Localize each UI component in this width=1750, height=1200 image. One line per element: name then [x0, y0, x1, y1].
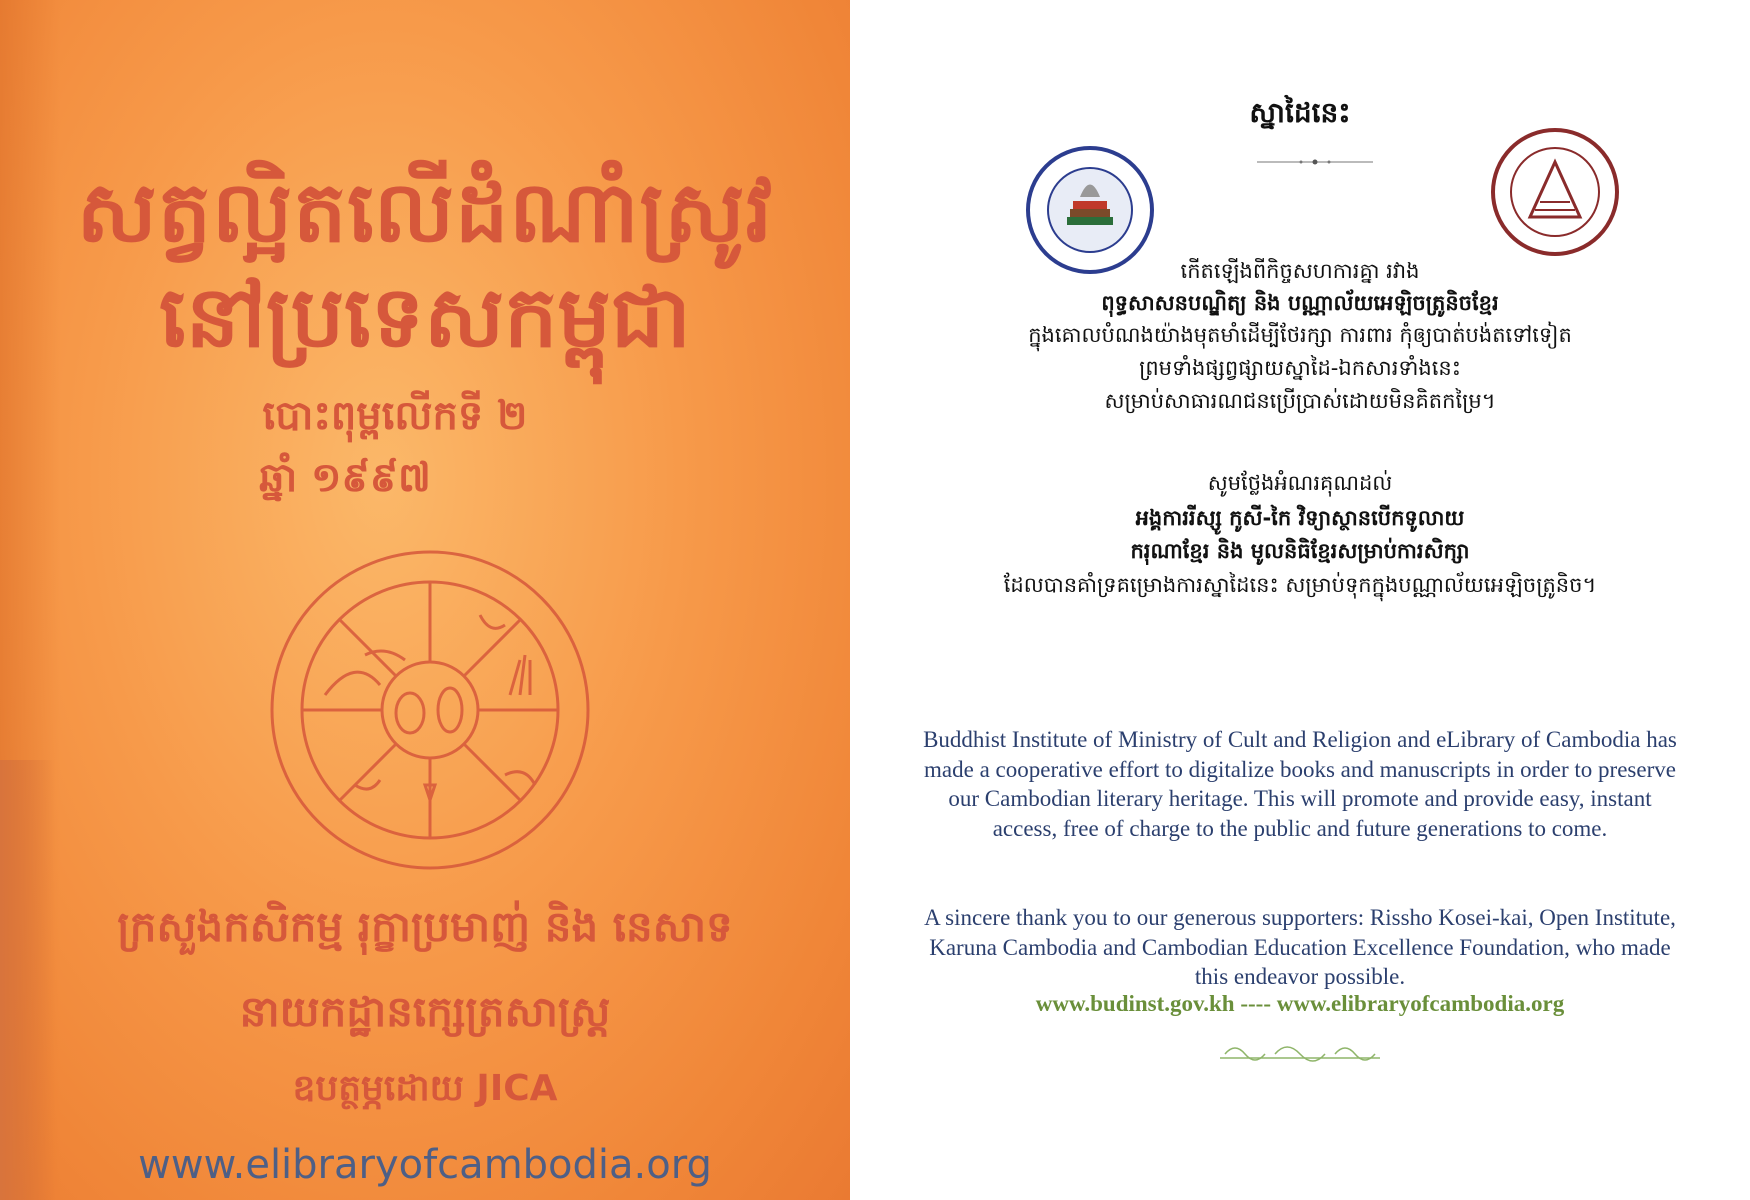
thanks-line-3: ករុណាខ្មែរ និង មូលនិធិខ្មែរសម្រាប់ការសិក្សា	[1130, 539, 1470, 563]
footer-ornament-icon	[1220, 1040, 1380, 1062]
intro-line-1: កើតឡើងពីកិច្ចសហការគ្នា រវាង	[1180, 259, 1420, 283]
book-cover	[0, 0, 850, 1200]
thanks-line-1: សូមថ្លែងអំណរគុណដល់	[1207, 471, 1393, 495]
english-paragraph-2: A sincere thank you to our generous supporters: Rissho Kosei-kai, Open Institute, Karuna Cambodia and Cambodian Education Excellence Foundation, who made this endeavor possible.	[924, 905, 1676, 989]
thanks-line-2: អង្គការរីស្សូ កូសី-កៃ វិទ្យាស្ថានបើកទូលាយ	[1135, 506, 1465, 530]
cover-edition: បោះពុម្ពលើកទី ២	[262, 393, 528, 439]
intro-line-2: ពុទ្ធសាសនបណ្ឌិត្យ និង បណ្ណាល័យអេឡិចត្រូនិចខ្មែរ	[1101, 291, 1499, 315]
website-links[interactable]: www.budinst.gov.kh ---- www.elibraryofcambodia.org	[1035, 991, 1565, 1016]
thanks-line-4: ដែលបានគាំទ្រគម្រោងការស្នាដៃនេះ សម្រាប់ទុកក្នុងបណ្ណាល័យអេឡិចត្រូនិច។	[1003, 573, 1597, 597]
acknowledgement-page	[850, 0, 1750, 1200]
divider-ornament-icon	[1257, 158, 1373, 166]
cover-ministry: ក្រសួងកសិកម្ម រុក្ខាប្រមាញ់ និង នេសាទ	[117, 902, 733, 951]
cover-funded-by: ឧបត្ថម្ភដោយ JICA	[292, 1068, 558, 1109]
intro-line-4: ព្រមទាំងផ្សព្វផ្សាយស្នាដៃ-ឯកសារទាំងនេះ	[1139, 356, 1461, 380]
cover-title-line2: នៅប្រទេសកម្ពុជា	[159, 268, 691, 366]
cover-title-line1: សត្វល្អិតលើដំណាំស្រូវ	[76, 163, 774, 261]
page-heading: ស្នាដៃនេះ	[1249, 96, 1351, 129]
english-paragraph-1: Buddhist Institute of Ministry of Cult and Religion and eLibrary of Cambodia has made a cooperative effort to digitalize books and manuscripts in order to preserve our Cambodian literary heritage. This will promote and provide easy, instant access, free of charge to the public and future generations to come.	[923, 727, 1677, 841]
intro-line-5: សម្រាប់សាធារណជនប្រើប្រាស់ដោយមិនគិតកម្រៃ។	[1104, 389, 1496, 413]
cover-edge-shadow	[0, 760, 55, 1200]
institut-bouddhique-seal-icon	[1490, 122, 1620, 262]
elibrary-of-cambodia-logo-icon	[1025, 145, 1155, 275]
pest-wheel-emblem-icon	[265, 545, 595, 875]
cover-year: ឆ្នាំ ១៩៩៧	[259, 455, 431, 501]
cover-department: នាយកដ្ឋានក្សេត្រសាស្ត្រ	[239, 987, 611, 1036]
cover-website: www.elibraryofcambodia.org	[138, 1142, 712, 1188]
intro-line-3: ក្នុងគោលបំណងយ៉ាងមុតមាំដើម្បីថែរក្សា ការពារ កុំឲ្យបាត់បង់តទៅទៀត	[1028, 323, 1572, 347]
